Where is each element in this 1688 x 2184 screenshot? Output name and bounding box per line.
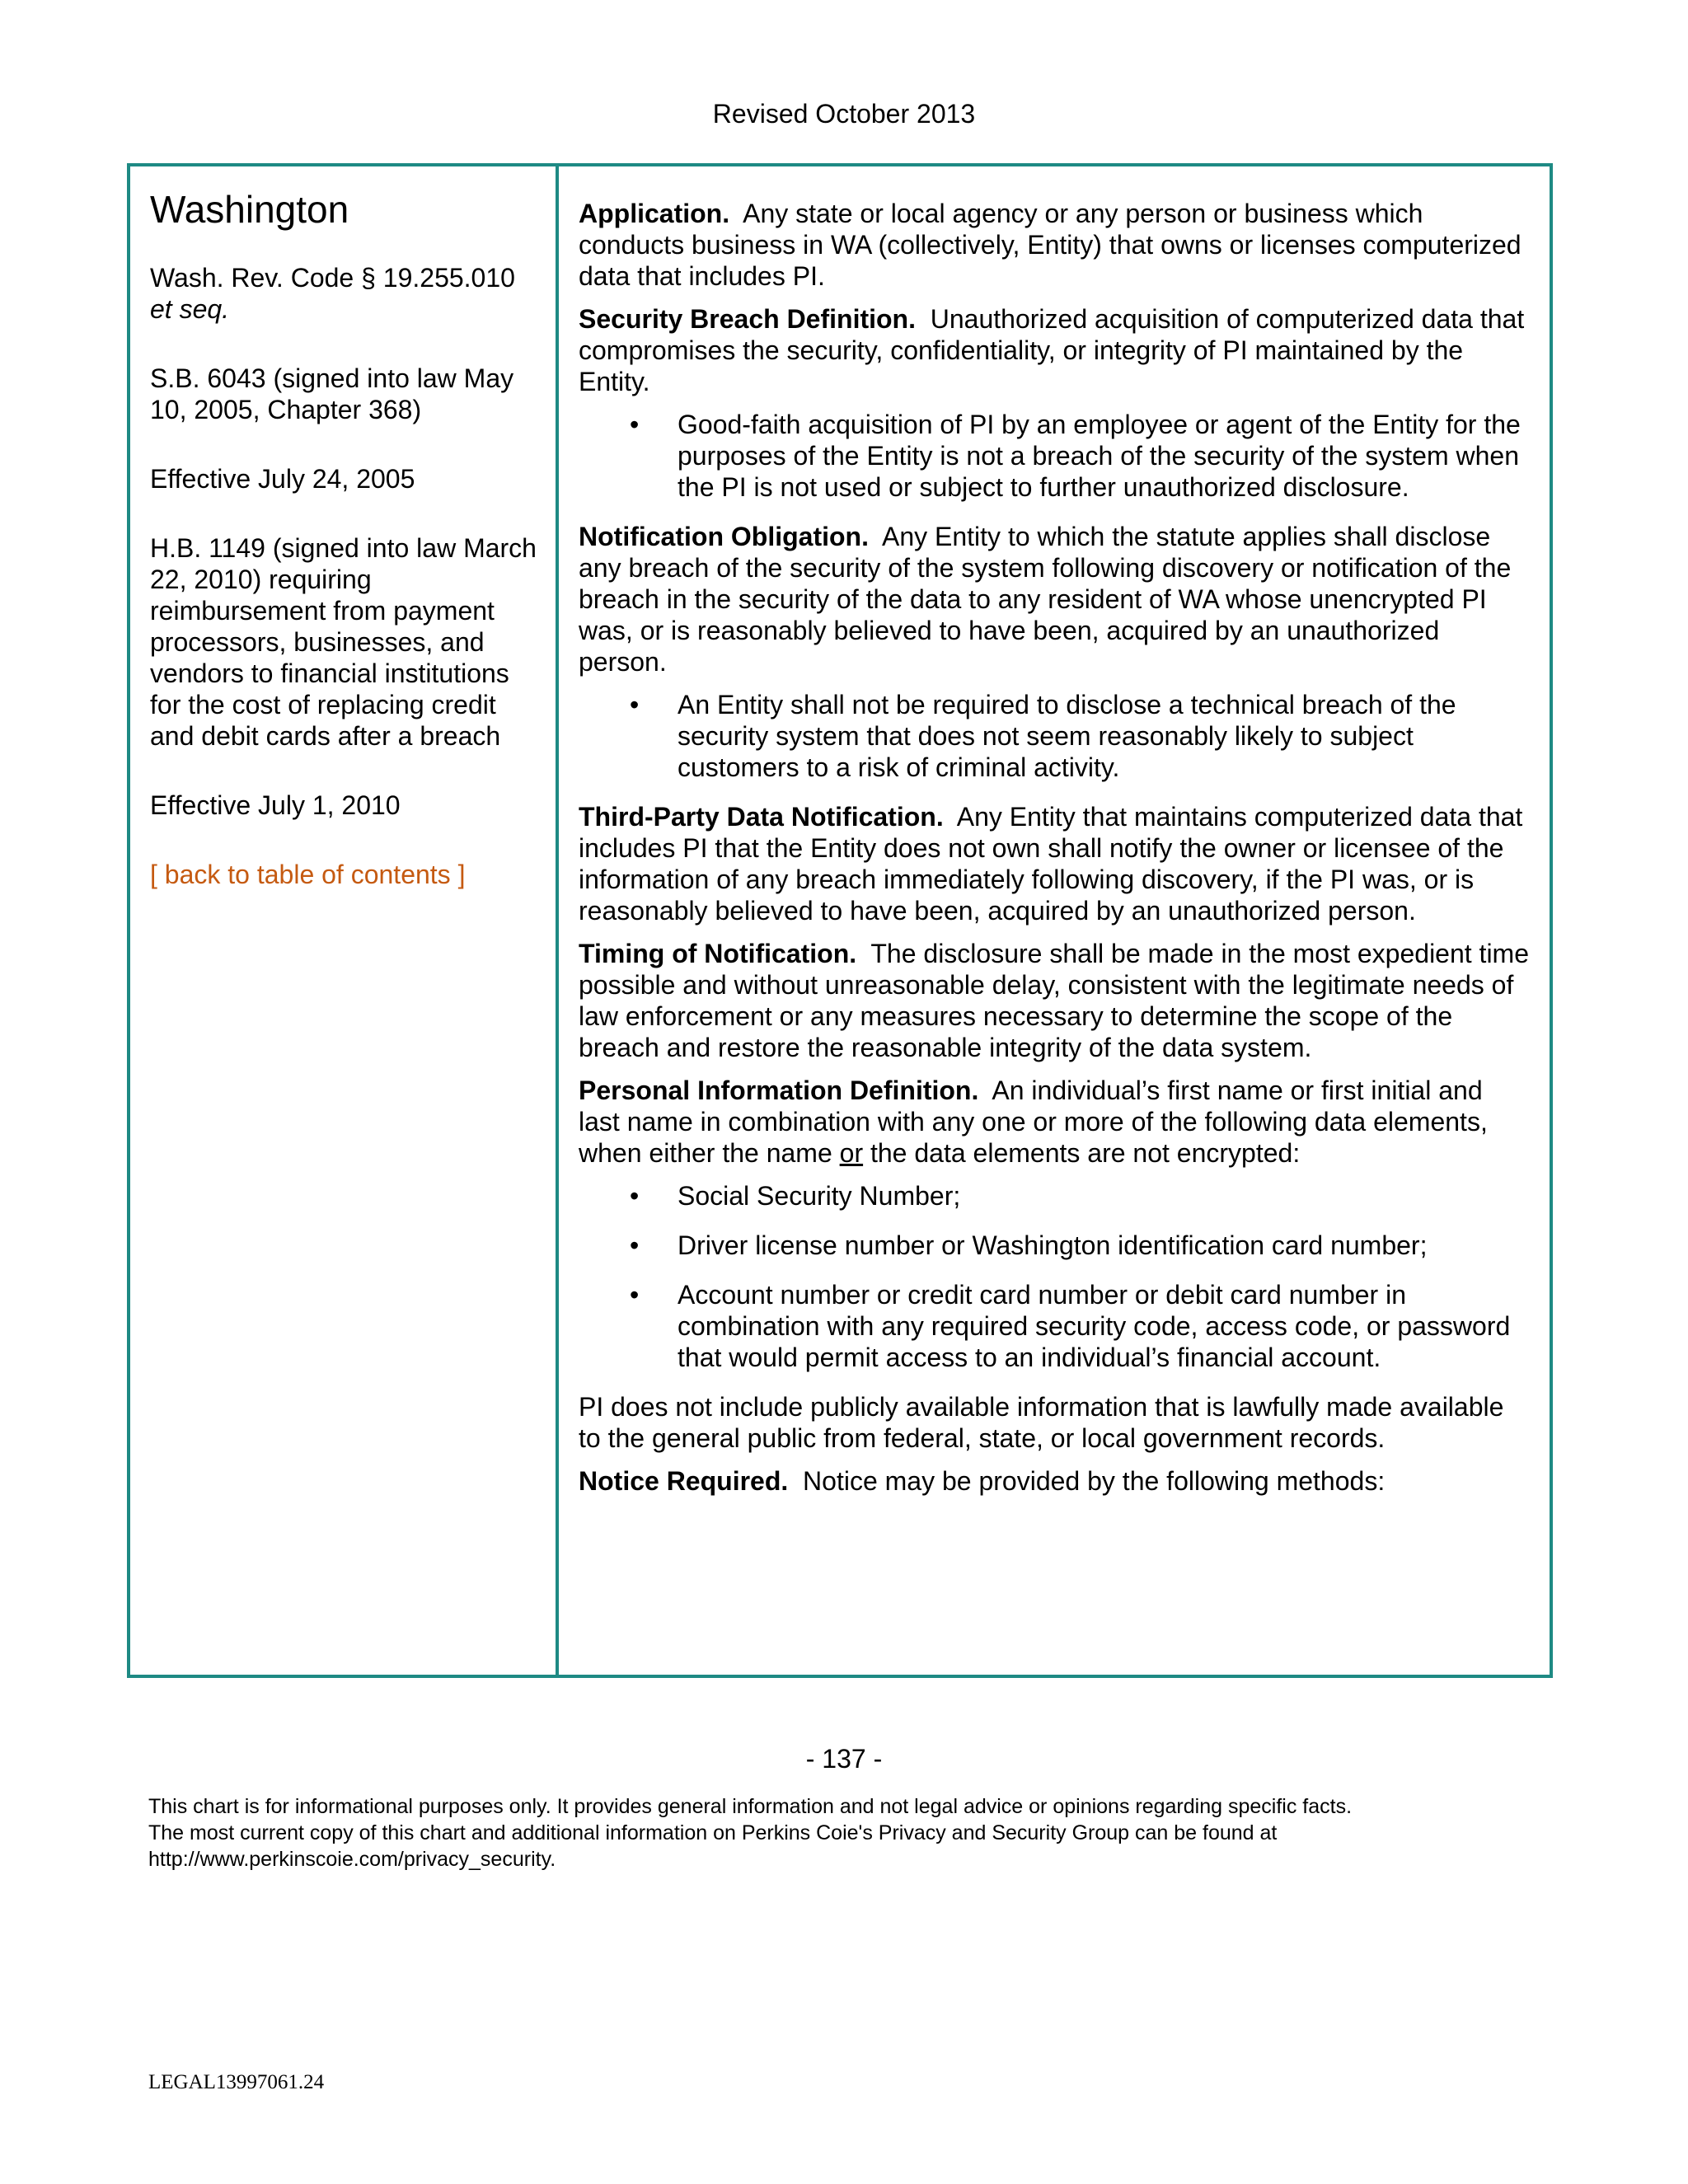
pi-definition-text-before: An individual’s first name or first initial and last name in combination with any one or more of the following data elements, when either the name — [579, 1076, 1488, 1168]
pi-elements-list — [579, 1180, 1530, 1373]
breach-definition-section — [579, 303, 1530, 397]
effective-date-1: Effective July 24, 2005 — [150, 464, 415, 494]
bullet-icon: • — [630, 410, 640, 439]
code-line: Wash. Rev. Code § 19.255.010 — [150, 263, 515, 293]
notice-required-section — [579, 1465, 1530, 1497]
notification-text: Any Entity to which the statute applies shall disclose any breach of the security of the system following discovery or notification of the breach in the security of the data to any resident of WA whose unencrypted PI was, or is reasonably believed to have been, acquired by an unauthorized person. — [579, 522, 1512, 677]
list-item-text: Account number or credit card number or debit card number in combination with any required security code, access code, or password that would permit access to an individual’s financial account. — [678, 1280, 1511, 1372]
notification-section — [579, 521, 1530, 677]
back-to-toc-link[interactable]: [ back to table of contents ] — [150, 860, 466, 889]
notification-heading: Notification Obligation. — [579, 522, 869, 551]
bullet-icon: • — [630, 1230, 640, 1260]
notice-required-heading: Notice Required. — [579, 1466, 789, 1496]
bullet-icon: • — [630, 1181, 640, 1211]
pi-exclusion: PI does not include publicly available information that is lawfully made available to the general public from federal, state, or local government records. — [579, 1392, 1504, 1453]
house-bill: H.B. 1149 (signed into law March 22, 2010) requiring reimbursement from payment processors, businesses, and vendors to financial institutions for the cost of replacing credit and debit cards after a breach — [150, 533, 537, 751]
statute-citation — [150, 262, 539, 325]
disclaimer-line-3: http://www.perkinscoie.com/privacy_security. — [148, 1848, 556, 1871]
timing-text: The disclosure shall be made in the most expedient time possible and without unreasonable delay, consistent with the legitimate needs of law enforcement or any measures necessary to determine the scope of the breach and restore the reasonable integrity of the data system. — [579, 939, 1529, 1062]
breach-definition-heading: Security Breach Definition. — [579, 304, 916, 334]
effective-date-2: Effective July 1, 2010 — [150, 790, 401, 820]
list-item — [579, 1180, 1530, 1212]
law-details-column — [559, 166, 1550, 1675]
list-item-text: An Entity shall not be required to disclose a technical breach of the security system that does not seem reasonably likely to subject customers to a risk of criminal activity. — [678, 690, 1456, 782]
notification-exception-list — [579, 689, 1530, 783]
law-citation-column — [130, 166, 559, 1675]
disclaimer — [148, 1793, 1632, 1872]
disclaimer-line-1: This chart is for informational purposes only. It provides general information and not legal advice or opinions regarding specific facts. — [148, 1795, 1353, 1818]
list-item — [579, 689, 1530, 783]
revised-date: Revised October 2013 — [712, 99, 976, 129]
page-number: - 137 - — [805, 1744, 883, 1774]
list-item — [579, 409, 1530, 503]
notice-required-text: Notice may be provided by the following methods: — [803, 1466, 1386, 1496]
et-seq: et seq. — [150, 294, 230, 324]
application-text: Any state or local agency or any person or business which conducts business in WA (collectively, Entity) that owns or licenses computerized data that includes PI. — [579, 199, 1522, 291]
disclaimer-line-2: The most current copy of this chart and additional information on Perkins Coie's Privacy and Security Group can be found at — [148, 1821, 1278, 1844]
document-id: LEGAL13997061.24 — [148, 2071, 325, 2093]
list-item — [579, 1230, 1530, 1261]
timing-section — [579, 938, 1530, 1063]
pi-definition-heading: Personal Information Definition. — [579, 1076, 979, 1105]
law-chart-table — [127, 163, 1553, 1678]
list-item-text: Driver license number or Washington identification card number; — [678, 1230, 1428, 1260]
senate-bill: S.B. 6043 (signed into law May 10, 2005, Chapter 368) — [150, 363, 514, 424]
pi-definition-or: or — [839, 1138, 864, 1168]
third-party-heading: Third-Party Data Notification. — [579, 802, 944, 832]
timing-heading: Timing of Notification. — [579, 939, 857, 968]
pi-definition-section — [579, 1075, 1530, 1169]
state-title: Washington — [150, 188, 349, 231]
application-section — [579, 198, 1530, 292]
third-party-text: Any Entity that maintains computerized data that includes PI that the Entity does not own shall notify the owner or licensee of the information of any breach immediately following discovery, if the PI was, or is reasonably believed to have been, acquired by an unauthorized person. — [579, 802, 1523, 926]
list-item-text: Good-faith acquisition of PI by an employee or agent of the Entity for the purposes of the Entity is not a breach of the security of the system when the PI is not used or subject to further unauthorized disclosure. — [678, 410, 1521, 502]
application-heading: Application. — [579, 199, 730, 228]
list-item-text: Social Security Number; — [678, 1181, 961, 1211]
breach-exception-list — [579, 409, 1530, 503]
bullet-icon: • — [630, 1280, 640, 1310]
bullet-icon: • — [630, 690, 640, 719]
pi-definition-text-after: the data elements are not encrypted: — [870, 1138, 1301, 1168]
breach-definition-text: Unauthorized acquisition of computerized data that compromises the security, confidentiality, or integrity of PI maintained by the Entity. — [579, 304, 1525, 396]
third-party-section — [579, 801, 1530, 926]
list-item — [579, 1279, 1530, 1373]
